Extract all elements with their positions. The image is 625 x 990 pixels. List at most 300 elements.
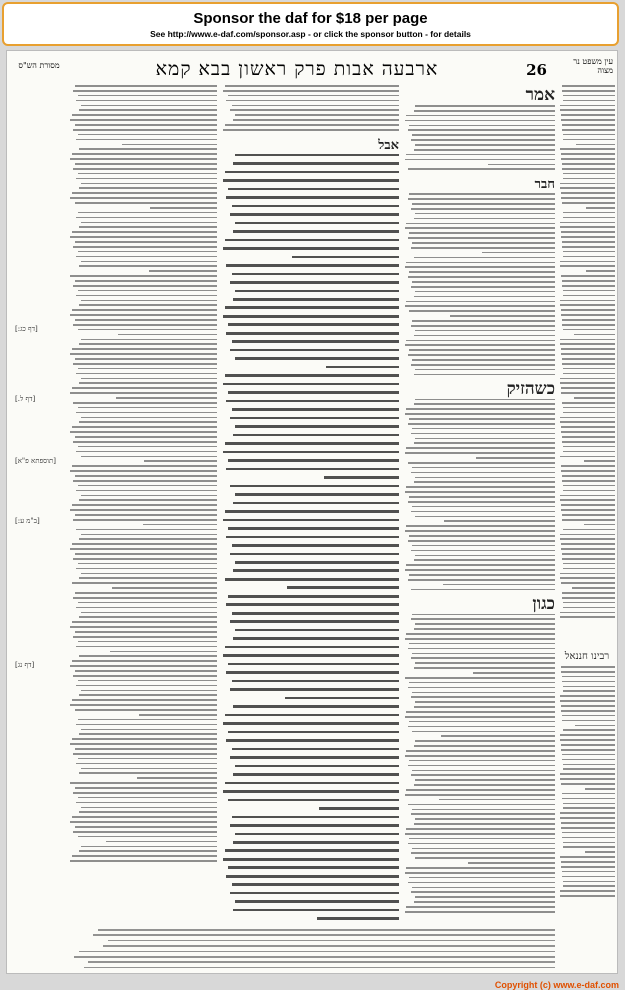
text-line — [563, 485, 615, 487]
text-line — [563, 290, 615, 292]
text-line — [560, 339, 615, 341]
text-line — [76, 607, 217, 609]
text-line — [225, 714, 399, 717]
text-line — [139, 714, 217, 716]
text-line — [406, 262, 555, 264]
text-line — [228, 866, 399, 869]
text-line — [73, 831, 217, 833]
text-line — [409, 535, 555, 537]
text-line — [561, 822, 615, 824]
text-line — [482, 252, 555, 254]
text-line — [228, 459, 399, 462]
text-line — [561, 353, 615, 355]
text-line — [562, 402, 615, 404]
text-line — [562, 480, 615, 482]
text-line — [408, 765, 555, 767]
text-line — [228, 527, 399, 530]
text-line — [560, 577, 615, 579]
text-line — [118, 334, 217, 336]
text-line — [72, 621, 217, 623]
text-line — [81, 612, 217, 614]
text-line — [223, 519, 399, 522]
text-line — [228, 799, 399, 802]
text-line — [81, 222, 217, 224]
text-line — [406, 789, 555, 791]
text-line — [560, 378, 615, 380]
text-line — [93, 934, 555, 936]
text-line — [412, 320, 555, 322]
text-line — [226, 603, 399, 606]
text-line — [223, 179, 399, 182]
text-line — [562, 90, 615, 92]
text-line — [415, 779, 555, 781]
text-line — [563, 446, 615, 448]
text-line — [563, 568, 615, 570]
text-line — [408, 501, 555, 503]
text-line — [561, 666, 615, 668]
text-line — [560, 421, 615, 423]
text-line — [562, 85, 615, 87]
text-line — [78, 641, 217, 643]
text-line — [414, 559, 555, 561]
text-line — [81, 768, 217, 770]
text-line — [230, 688, 399, 691]
text-line — [405, 227, 555, 229]
text-line — [79, 850, 217, 852]
text-line — [411, 208, 555, 210]
text-line — [560, 343, 615, 345]
masoret-hashas-heading: מסורת הש"ס — [18, 61, 60, 70]
text-line — [225, 306, 399, 309]
text-line — [232, 816, 399, 819]
text-line — [412, 692, 555, 694]
text-line — [405, 305, 555, 307]
text-line — [561, 158, 615, 160]
text-line — [225, 442, 399, 445]
text-line — [70, 821, 217, 823]
text-line — [562, 202, 615, 204]
text-line — [235, 561, 399, 564]
text-line — [235, 222, 399, 225]
text-line — [560, 612, 615, 614]
text-line — [76, 412, 217, 414]
text-line — [81, 573, 217, 575]
text-line — [562, 876, 615, 878]
text-line — [98, 929, 555, 931]
text-line — [561, 309, 615, 311]
text-line — [409, 643, 555, 645]
text-line — [408, 882, 555, 884]
text-line — [562, 163, 615, 165]
ein-mishpat-text — [559, 85, 615, 618]
text-line — [560, 222, 615, 224]
text-line — [70, 353, 217, 355]
text-line — [81, 690, 217, 692]
text-line — [584, 460, 615, 462]
text-line — [560, 700, 615, 702]
sponsor-banner[interactable] — [2, 2, 619, 46]
text-line — [223, 451, 399, 454]
text-line — [562, 832, 615, 834]
text-line — [411, 139, 555, 141]
text-line — [78, 563, 217, 565]
sponsor-subtitle[interactable]: See http://www.e-daf.com/sponsor.asp - or click the sponsor button - for details — [150, 29, 471, 39]
gemara-text — [221, 154, 399, 925]
text-line — [409, 271, 555, 273]
text-line — [411, 472, 555, 474]
text-line — [233, 230, 399, 233]
text-line — [562, 592, 615, 594]
text-line — [406, 750, 555, 752]
text-line — [230, 553, 399, 556]
text-line — [72, 855, 217, 857]
text-line — [415, 555, 555, 557]
text-line — [116, 397, 217, 399]
rabbeinu-chananel-column — [559, 651, 615, 931]
text-line — [412, 545, 555, 547]
gemara-opening-word: אבל — [378, 137, 399, 153]
text-line — [561, 387, 615, 389]
text-line — [576, 144, 615, 146]
text-line — [415, 818, 555, 820]
text-line — [406, 564, 555, 566]
text-line — [560, 616, 615, 618]
text-line — [76, 178, 217, 180]
text-line — [81, 105, 217, 107]
text-line — [405, 833, 555, 835]
text-line — [411, 852, 555, 854]
text-line — [584, 524, 615, 526]
text-line — [72, 348, 217, 350]
text-line — [70, 665, 217, 667]
text-line — [223, 790, 399, 793]
text-line — [75, 826, 217, 828]
text-line — [412, 809, 555, 811]
text-line — [79, 265, 217, 267]
text-line — [143, 524, 217, 526]
text-line — [79, 499, 217, 501]
text-line — [230, 756, 399, 759]
text-line — [78, 446, 217, 448]
rabbeinu-chananel-text — [559, 666, 615, 897]
text-line — [586, 207, 615, 209]
text-line — [560, 499, 615, 501]
text-line — [414, 335, 555, 337]
gemara-top-text — [221, 85, 399, 131]
text-line — [235, 629, 399, 632]
text-line — [406, 340, 555, 342]
text-line — [412, 614, 555, 616]
text-line — [406, 906, 555, 908]
text-line — [563, 212, 615, 214]
text-line — [225, 85, 399, 87]
text-line — [226, 536, 399, 539]
text-line — [228, 188, 399, 191]
text-line — [73, 246, 217, 248]
text-line — [233, 569, 399, 572]
text-line — [75, 202, 217, 204]
text-line — [561, 582, 615, 584]
text-line — [78, 212, 217, 214]
text-line — [560, 734, 615, 736]
text-line — [409, 760, 555, 762]
text-line — [232, 544, 399, 547]
text-line — [414, 374, 555, 376]
text-line — [414, 403, 555, 405]
text-line — [406, 115, 555, 117]
text-line — [232, 612, 399, 615]
text-line — [79, 951, 555, 953]
text-line — [226, 739, 399, 742]
text-line — [561, 426, 615, 428]
text-line — [562, 720, 615, 722]
text-line — [560, 890, 615, 892]
talmud-page — [6, 50, 618, 974]
text-line — [73, 285, 217, 287]
text-line — [292, 256, 399, 259]
text-line — [405, 413, 555, 415]
text-line — [79, 421, 217, 423]
text-line — [408, 129, 555, 131]
text-line — [405, 911, 555, 913]
text-line — [406, 408, 555, 410]
text-line — [78, 329, 217, 331]
text-line — [285, 697, 399, 700]
page-number: 26 — [526, 61, 547, 79]
text-line — [450, 315, 555, 317]
text-line — [414, 706, 555, 708]
text-line — [405, 677, 555, 679]
text-line — [73, 597, 217, 599]
text-line — [561, 470, 615, 472]
text-line — [81, 846, 217, 848]
text-line — [72, 699, 217, 701]
text-line — [228, 663, 399, 666]
text-line — [411, 433, 555, 435]
text-line — [561, 348, 615, 350]
text-line — [76, 100, 217, 102]
commentary-keyword: כגון — [532, 593, 555, 614]
text-line — [563, 529, 615, 531]
text-line — [70, 860, 217, 862]
text-line — [75, 787, 217, 789]
text-line — [415, 896, 555, 898]
text-line — [226, 332, 399, 335]
text-line — [235, 425, 399, 428]
text-line — [81, 456, 217, 458]
text-line — [561, 119, 615, 121]
text-line — [70, 548, 217, 550]
text-line — [562, 837, 615, 839]
text-line — [415, 330, 555, 332]
text-line — [563, 881, 615, 883]
text-line — [73, 480, 217, 482]
rabbeinu-chananel-title: רבינו חננאל — [564, 651, 610, 662]
text-line — [233, 841, 399, 844]
text-line — [563, 251, 615, 253]
text-line — [73, 324, 217, 326]
text-line — [319, 807, 399, 810]
text-line — [412, 428, 555, 430]
text-line — [560, 300, 615, 302]
text-line — [560, 573, 615, 575]
text-line — [414, 296, 555, 298]
text-line — [72, 582, 217, 584]
text-line — [326, 366, 399, 369]
text-line — [408, 687, 555, 689]
text-line — [563, 686, 615, 688]
text-line — [406, 525, 555, 527]
text-line — [572, 587, 615, 589]
text-line — [75, 670, 217, 672]
text-line — [88, 961, 555, 963]
text-line — [81, 807, 217, 809]
text-line — [412, 281, 555, 283]
text-line — [409, 232, 555, 234]
text-line — [561, 231, 615, 233]
text-line — [560, 456, 615, 458]
text-line — [408, 237, 555, 239]
text-line — [406, 867, 555, 869]
text-line — [409, 193, 555, 195]
text-line — [78, 95, 217, 97]
text-line — [73, 363, 217, 365]
text-line — [81, 378, 217, 380]
text-line — [408, 540, 555, 542]
text-line — [414, 257, 555, 259]
text-line — [563, 490, 615, 492]
text-line — [406, 154, 555, 156]
text-line — [563, 134, 615, 136]
text-line — [76, 802, 217, 804]
text-line — [562, 597, 615, 599]
text-line — [414, 110, 555, 112]
text-line — [405, 794, 555, 796]
text-line — [73, 90, 217, 92]
text-line — [108, 940, 555, 942]
text-line — [560, 817, 615, 819]
text-line — [563, 407, 615, 409]
text-line — [75, 358, 217, 360]
text-line — [412, 134, 555, 136]
text-line — [563, 602, 615, 604]
ein-mishpat-column — [559, 85, 615, 645]
text-line — [406, 828, 555, 830]
text-line — [561, 431, 615, 433]
text-line — [75, 124, 217, 126]
text-line — [563, 368, 615, 370]
text-line — [561, 861, 615, 863]
text-line — [414, 901, 555, 903]
text-line — [225, 171, 399, 174]
text-line — [408, 354, 555, 356]
text-line — [70, 626, 217, 628]
text-line — [562, 124, 615, 126]
text-line — [233, 773, 399, 776]
text-line — [405, 159, 555, 161]
text-line — [412, 359, 555, 361]
text-line — [232, 748, 399, 751]
text-line — [405, 452, 555, 454]
text-line — [408, 648, 555, 650]
text-line — [412, 467, 555, 469]
text-line — [223, 129, 399, 131]
text-line — [75, 85, 217, 87]
text-line — [76, 217, 217, 219]
text-line — [81, 534, 217, 536]
text-line — [414, 823, 555, 825]
text-line — [76, 529, 217, 531]
text-line — [75, 709, 217, 711]
text-line — [76, 256, 217, 258]
text-line — [228, 391, 399, 394]
text-line — [78, 407, 217, 409]
text-line — [75, 436, 217, 438]
text-line — [562, 319, 615, 321]
text-line — [75, 475, 217, 477]
text-line — [415, 144, 555, 146]
text-line — [75, 514, 217, 516]
text-line — [76, 763, 217, 765]
text-line — [72, 426, 217, 428]
text-line — [561, 509, 615, 511]
text-line — [230, 213, 399, 216]
text-line — [103, 945, 555, 947]
text-line — [488, 164, 555, 166]
text-line — [561, 827, 615, 829]
ref-mark: [ב"מ ע:] — [15, 517, 40, 525]
text-line — [233, 637, 399, 640]
text-line — [225, 849, 399, 852]
text-line — [414, 218, 555, 220]
text-line — [233, 119, 399, 121]
text-line — [79, 148, 217, 150]
text-line — [225, 782, 399, 785]
text-line — [405, 569, 555, 571]
text-line — [563, 100, 615, 102]
text-line — [76, 724, 217, 726]
text-line — [412, 653, 555, 655]
text-line — [72, 309, 217, 311]
text-line — [476, 457, 555, 459]
text-line — [81, 495, 217, 497]
text-line — [562, 754, 615, 756]
text-line — [76, 568, 217, 570]
text-line — [415, 369, 555, 371]
text-line — [560, 417, 615, 419]
text-line — [78, 368, 217, 370]
text-line — [562, 129, 615, 131]
text-line — [72, 231, 217, 233]
text-line — [72, 387, 217, 389]
text-line — [415, 857, 555, 859]
text-line — [233, 162, 399, 165]
ein-mishpat-heading: עין משפט נר מצוה — [573, 57, 613, 75]
text-line — [560, 105, 615, 107]
commentary-text — [403, 105, 555, 170]
masoret-hashas-column — [11, 85, 65, 965]
text-line — [561, 504, 615, 506]
text-line — [414, 481, 555, 483]
commentary-text — [403, 399, 555, 591]
text-line — [226, 400, 399, 403]
text-line — [72, 660, 217, 662]
text-line — [409, 418, 555, 420]
text-line — [225, 239, 399, 242]
text-line — [79, 772, 217, 774]
text-line — [226, 100, 399, 102]
text-line — [563, 842, 615, 844]
